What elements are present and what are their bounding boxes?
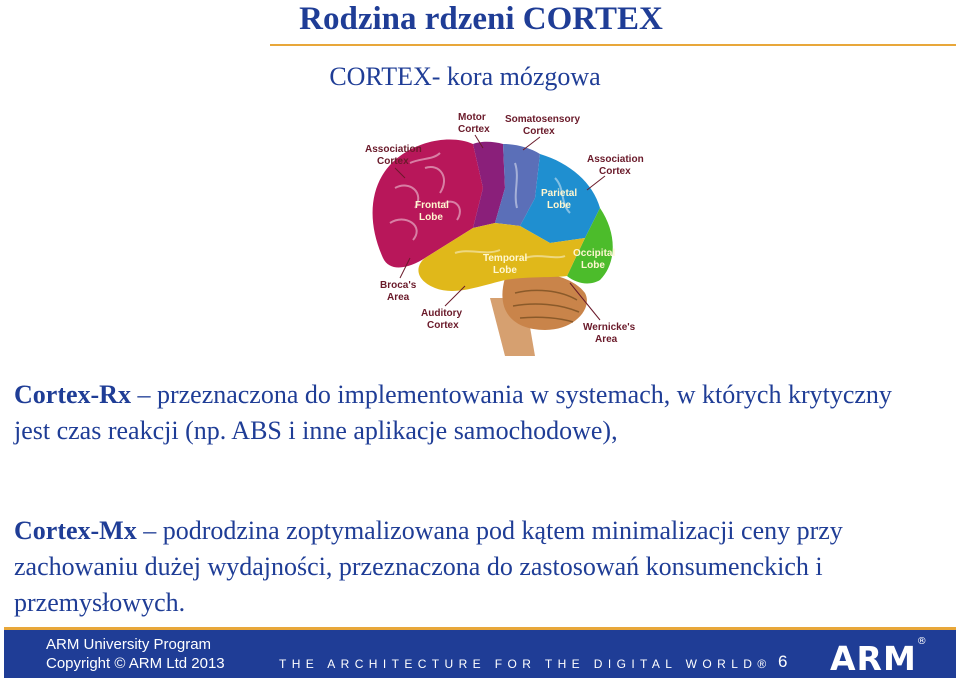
footer-copyright: Copyright © ARM Ltd 2013 [46, 655, 225, 672]
arm-logo-text: ARM [830, 639, 917, 678]
auditory-label-1: Auditory [421, 308, 463, 319]
somatosensory-label-2: Cortex [523, 126, 555, 137]
footer-bar [4, 630, 956, 678]
association-left-label-2: Cortex [377, 156, 409, 167]
occipital-label-2: Lobe [581, 260, 605, 271]
parietal-label-1: Parietal [541, 188, 578, 199]
slide-title: Rodzina rdzeni CORTEX [299, 1, 663, 37]
somatosensory-label-1: Somatosensory [505, 114, 581, 125]
cortex-rx-paragraph [14, 377, 934, 449]
slide-subtitle: CORTEX- kora mózgowa [329, 62, 601, 91]
arm-logo-mark: ® [916, 636, 927, 647]
cortex-mx-description: – podrodzina zoptymalizowana pod kątem minimalizacji ceny przy zachowaniu dużej wydajności, przeznaczona do zastosowań konsumenckich i przemysłowych. [14, 516, 843, 617]
parietal-label-2: Lobe [547, 200, 571, 211]
temporal-label-2: Lobe [493, 265, 517, 276]
broca-label-1: Broca's [380, 280, 417, 291]
auditory-label-2: Cortex [427, 320, 459, 331]
footer-program: ARM University Program [46, 636, 212, 653]
association-right-label-2: Cortex [599, 166, 631, 177]
association-right-label-1: Association [587, 154, 644, 165]
title-divider [270, 44, 956, 46]
cortex-mx-paragraph [14, 513, 934, 621]
broca-label-2: Area [387, 292, 410, 303]
wernicke-label-2: Area [595, 334, 618, 345]
motor-label-1: Motor [458, 112, 486, 123]
cortex-mx-term: Cortex-Mx [14, 516, 137, 545]
wernicke-label-1: Wernicke's [583, 322, 636, 333]
footer-tagline: THE ARCHITECTURE FOR THE DIGITAL WORLD® [279, 657, 772, 671]
temporal-label-1: Temporal [483, 253, 528, 264]
occipital-label-1: Occipital [573, 248, 616, 259]
cortex-rx-description: – przeznaczona do implementowania w systemach, w których krytyczny jest czas reakcji (np. ABS i inne aplikacje samochodowe), [14, 380, 892, 445]
association-left-label-1: Association [365, 144, 422, 155]
motor-label-2: Cortex [458, 124, 490, 135]
arm-logo [830, 636, 927, 678]
frontal-label-1: Frontal [415, 200, 449, 211]
cerebellum-lobe [502, 273, 587, 330]
brain-diagram [355, 108, 655, 356]
slide-number: 6 [778, 652, 788, 671]
cortex-rx-term: Cortex-Rx [14, 380, 131, 409]
frontal-label-2: Lobe [419, 212, 443, 223]
